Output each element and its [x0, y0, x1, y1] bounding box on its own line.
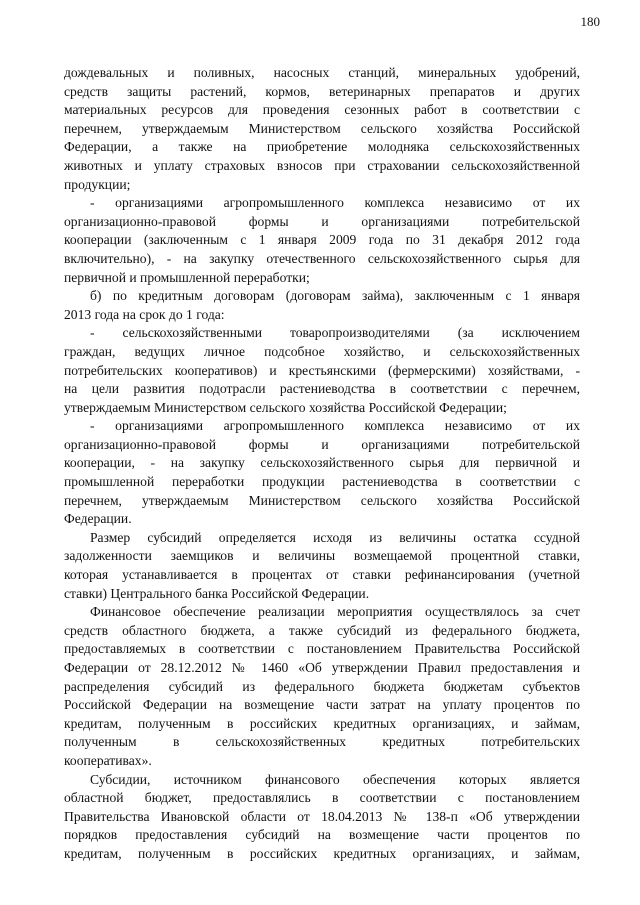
document-body: [64, 64, 580, 864]
text-line: кредитам, полученным в российских кредитных организациях, и займам,: [64, 845, 580, 861]
text-line: перечнем, утверждаемым Министерством сельского хозяйства Российской: [64, 120, 580, 136]
text-line: включительно), - на закупку отечественного сельскохозяйственного сырья для: [64, 250, 580, 266]
text-line: предоставляемых в соответствии с постановлением Правительства Российской: [64, 641, 580, 657]
text-line: дождевальных и поливных, насосных станций, минеральных удобрений,: [64, 65, 580, 80]
text-line: Федерации, а также на приобретение молодняка сельскохозяйственных: [64, 139, 580, 155]
text-line: кооперативах».: [64, 752, 152, 768]
text-line: - сельскохозяйственными товаропроизводителями (за исключением: [90, 325, 580, 341]
text-line: которая устанавливается в процентах от ставки рефинансирования (учетной: [64, 567, 580, 583]
text-line: кредитам, полученным в российских кредитных организациях, и займам,: [64, 715, 580, 731]
text-line: полученным в сельскохозяйственных кредитных потребительских: [64, 734, 580, 750]
text-line: Правительства Ивановской области от 18.04.2013 № 138-п «Об утверждении: [64, 808, 580, 824]
text-line: 2013 года на срок до 1 года:: [64, 306, 225, 322]
text-line: средств областного бюджета, а также субсидий из федерального бюджета,: [64, 622, 580, 638]
text-line: порядков предоставления субсидий на возмещение части процентов по: [64, 827, 580, 843]
text-line: Субсидии, источником финансового обеспечения которых является: [90, 771, 580, 787]
text-line: кооперации, - на закупку сельскохозяйственного сырья для первичной и: [64, 455, 580, 471]
text-line: потребительских кооперативов) и крестьянскими (фермерскими) хозяйствами, -: [64, 362, 580, 378]
page-number: 180: [580, 14, 600, 29]
text-line: продукции;: [64, 176, 131, 192]
text-line: областной бюджет, предоставлялись в соответствии с постановлением: [64, 790, 580, 806]
text-line: распределения субсидий из федерального бюджета бюджетам субъектов: [64, 678, 580, 694]
text-line: Российской Федерации на возмещение части затрат на уплату процентов по: [64, 697, 580, 713]
text-line: животных и уплату страховых взносов при страховании сельскохозяйственной: [64, 157, 580, 173]
text-line: кооперации (заключенным с 1 января 2009 года по 31 декабря 2012 года: [64, 232, 580, 248]
text-line: задолженности заемщиков и величины возмещаемой процентной ставки,: [64, 548, 580, 564]
text-line: Размер субсидий определяется исходя из величины остатка ссудной: [90, 529, 580, 545]
text-line: на цели развития подотрасли растениеводства в соответствии с перечнем,: [64, 381, 580, 397]
text-line: Федерации.: [64, 511, 132, 527]
text-line: первичной и промышленной переработки;: [64, 269, 310, 285]
text-line: граждан, ведущих личное подсобное хозяйство, и сельскохозяйственных: [64, 343, 580, 359]
text-line: - организациями агропромышленного комплекса независимо от их: [90, 418, 580, 434]
text-line: Федерации от 28.12.2012 № 1460 «Об утверждении Правил предоставления и: [64, 660, 580, 675]
text-line: Финансовое обеспечение реализации мероприятия осуществлялось за счет: [90, 604, 580, 620]
text-line: ставки) Центрального банка Российской Федерации.: [64, 585, 370, 601]
text-line: организационно-правовой формы и организациями потребительской: [64, 436, 580, 452]
text-line: утверждаемым Министерством сельского хозяйства Российской Федерации;: [64, 399, 507, 415]
text-line: перечнем, утверждаемым Министерством сельского хозяйства Российской: [64, 492, 580, 508]
text-line: средств защиты растений, кормов, ветеринарных препаратов и других: [64, 83, 580, 99]
text-line: материальных ресурсов для проведения сезонных работ в соответствии с: [64, 102, 580, 118]
text-line: б) по кредитным договорам (договорам займа), заключенным с 1 января: [90, 288, 580, 304]
text-line: - организациями агропромышленного комплекса независимо от их: [90, 195, 580, 211]
text-line: промышленной переработки продукции растениеводства в соответствии с: [64, 474, 580, 490]
text-line: организационно-правовой формы и организациями потребительской: [64, 213, 580, 229]
